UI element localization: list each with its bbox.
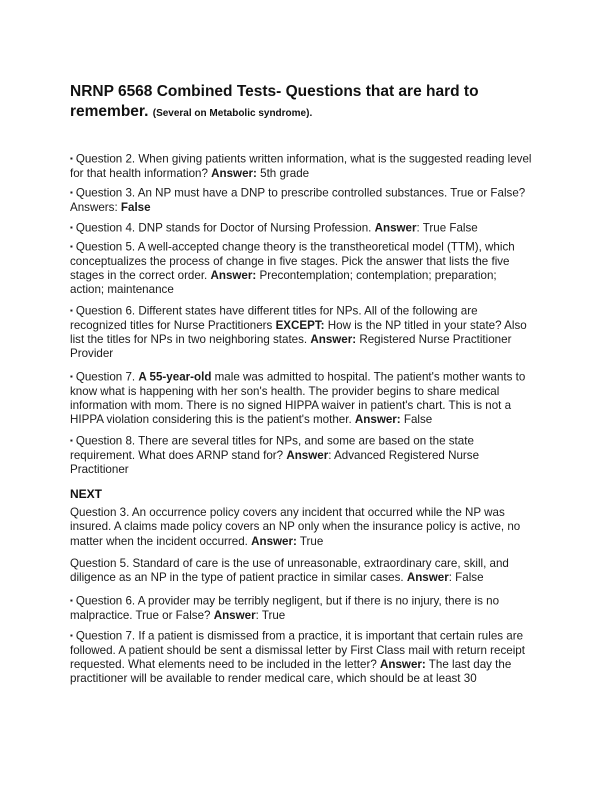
answer-label: Answer: — [310, 333, 357, 347]
question-text: Question 8. There are several titles for NPs, and some are based on the state requirement. What does ARNP stand for? — [70, 434, 474, 462]
answer-label: Answer — [286, 448, 329, 462]
answer-label: Answer — [213, 608, 256, 622]
question-text: Question 2. When giving patients written information, what is the suggested reading level for that health information? — [70, 152, 532, 180]
answer-label: Answer: — [251, 534, 297, 548]
question-item — [70, 370, 532, 428]
answer-text: Registered Nurse Practitioner Provider — [70, 333, 512, 361]
question-text: Question 3. An occurrence policy covers any incident that occurred while the NP was insured. A claims made policy covers an NP only when the insurance policy is active, no matter when the incident occurred. — [70, 506, 521, 548]
answer-label: Answer: — [211, 166, 257, 180]
question-item — [70, 304, 532, 362]
question-text: Question 7. — [75, 370, 136, 384]
bullet-icon: ▪ — [70, 154, 73, 163]
answer-text: 5th grade — [260, 166, 310, 180]
answer-text: True — [299, 534, 324, 548]
question-item — [70, 240, 532, 298]
question-item — [70, 557, 532, 586]
question-text: Question 4. DNP stands for Doctor of Nursing Profession. — [75, 221, 372, 235]
bullet-icon: ▪ — [70, 596, 73, 605]
bullet-icon: ▪ — [70, 436, 73, 445]
answer-label: Answer: — [380, 658, 426, 672]
question-text: Question 6. A provider may be terribly negligent, but if there is no injury, there is no malpractice. True or False? — [70, 594, 500, 622]
question-text-cont: How is the NP titled in your state? Also list the titles for NPs in two neighboring states. — [70, 318, 527, 347]
bullet-icon: ▪ — [70, 631, 73, 640]
question-item — [70, 152, 532, 181]
answer-text: The last day the practitioner will be available to render medical care, which should be at least 30 — [70, 658, 512, 686]
age-emphasis: A 55-year-old — [138, 370, 212, 384]
answer-label: Answer: — [210, 269, 257, 283]
question-item — [70, 221, 532, 236]
answer-text: : Advanced Registered Nurse Practitioner — [70, 448, 480, 477]
bullet-icon: ▪ — [70, 242, 73, 251]
question-item — [70, 434, 532, 477]
title-main: NRNP 6568 Combined Tests- Questions that are hard to remember. — [70, 83, 479, 120]
answer-text: : True — [255, 608, 286, 622]
answer-text: False — [403, 413, 433, 427]
bullet-icon: ▪ — [70, 223, 73, 232]
question-item — [70, 186, 532, 215]
question-text: Question 3. An NP must have a DNP to prescribe controlled substances. True or False? Answers: — [70, 186, 526, 214]
except-label: EXCEPT: — [275, 318, 325, 332]
answer-text: Precontemplation; contemplation; preparation; action; maintenance — [70, 269, 497, 297]
answer-text: : True False — [416, 221, 478, 235]
question-item — [70, 506, 532, 549]
answer-text: : False — [448, 571, 484, 585]
bullet-icon: ▪ — [70, 372, 73, 381]
question-text-cont: male was admitted to hospital. The patient's mother wants to know what is happening with her son's health. The provider begins to share medical information with mom. There is no signed HIPPA waiver in patient's chart. This is not a HIPPA violation considering this is the patient's mother. — [70, 370, 526, 427]
question-text: Question 5. A well-accepted change theory is the transtheoretical model (TTM), which conceptualizes the process of change in five stages. Pick the answer that lists the five stages in the correct order. — [70, 240, 515, 283]
question-item — [70, 594, 532, 623]
title-subtitle: (Several on Metabolic syndrome). — [152, 108, 313, 119]
answer-label: Answer — [374, 221, 417, 235]
question-text: Question 6. Different states have different titles for NPs. All of the following are recognized titles for Nurse Practitioners — [70, 304, 478, 332]
answer-label: Answer: — [354, 413, 401, 427]
next-heading: NEXT — [70, 487, 103, 501]
document-title — [70, 82, 540, 124]
answer-label: Answer — [406, 571, 449, 585]
question-text: Question 5. Standard of care is the use of unreasonable, extraordinary care, skill, and diligence as an NP in the type of patient practice in similar cases. — [70, 557, 509, 585]
bullet-icon: ▪ — [70, 306, 73, 315]
bullet-icon: ▪ — [70, 188, 73, 197]
answer-value: False — [120, 200, 151, 214]
question-text: Question 7. If a patient is dismissed from a practice, it is important that certain rules are followed. A patient should be sent a dismissal letter by First Class mail with return receipt requested. What elements need to be included in the letter? — [70, 629, 525, 672]
question-item — [70, 629, 532, 687]
